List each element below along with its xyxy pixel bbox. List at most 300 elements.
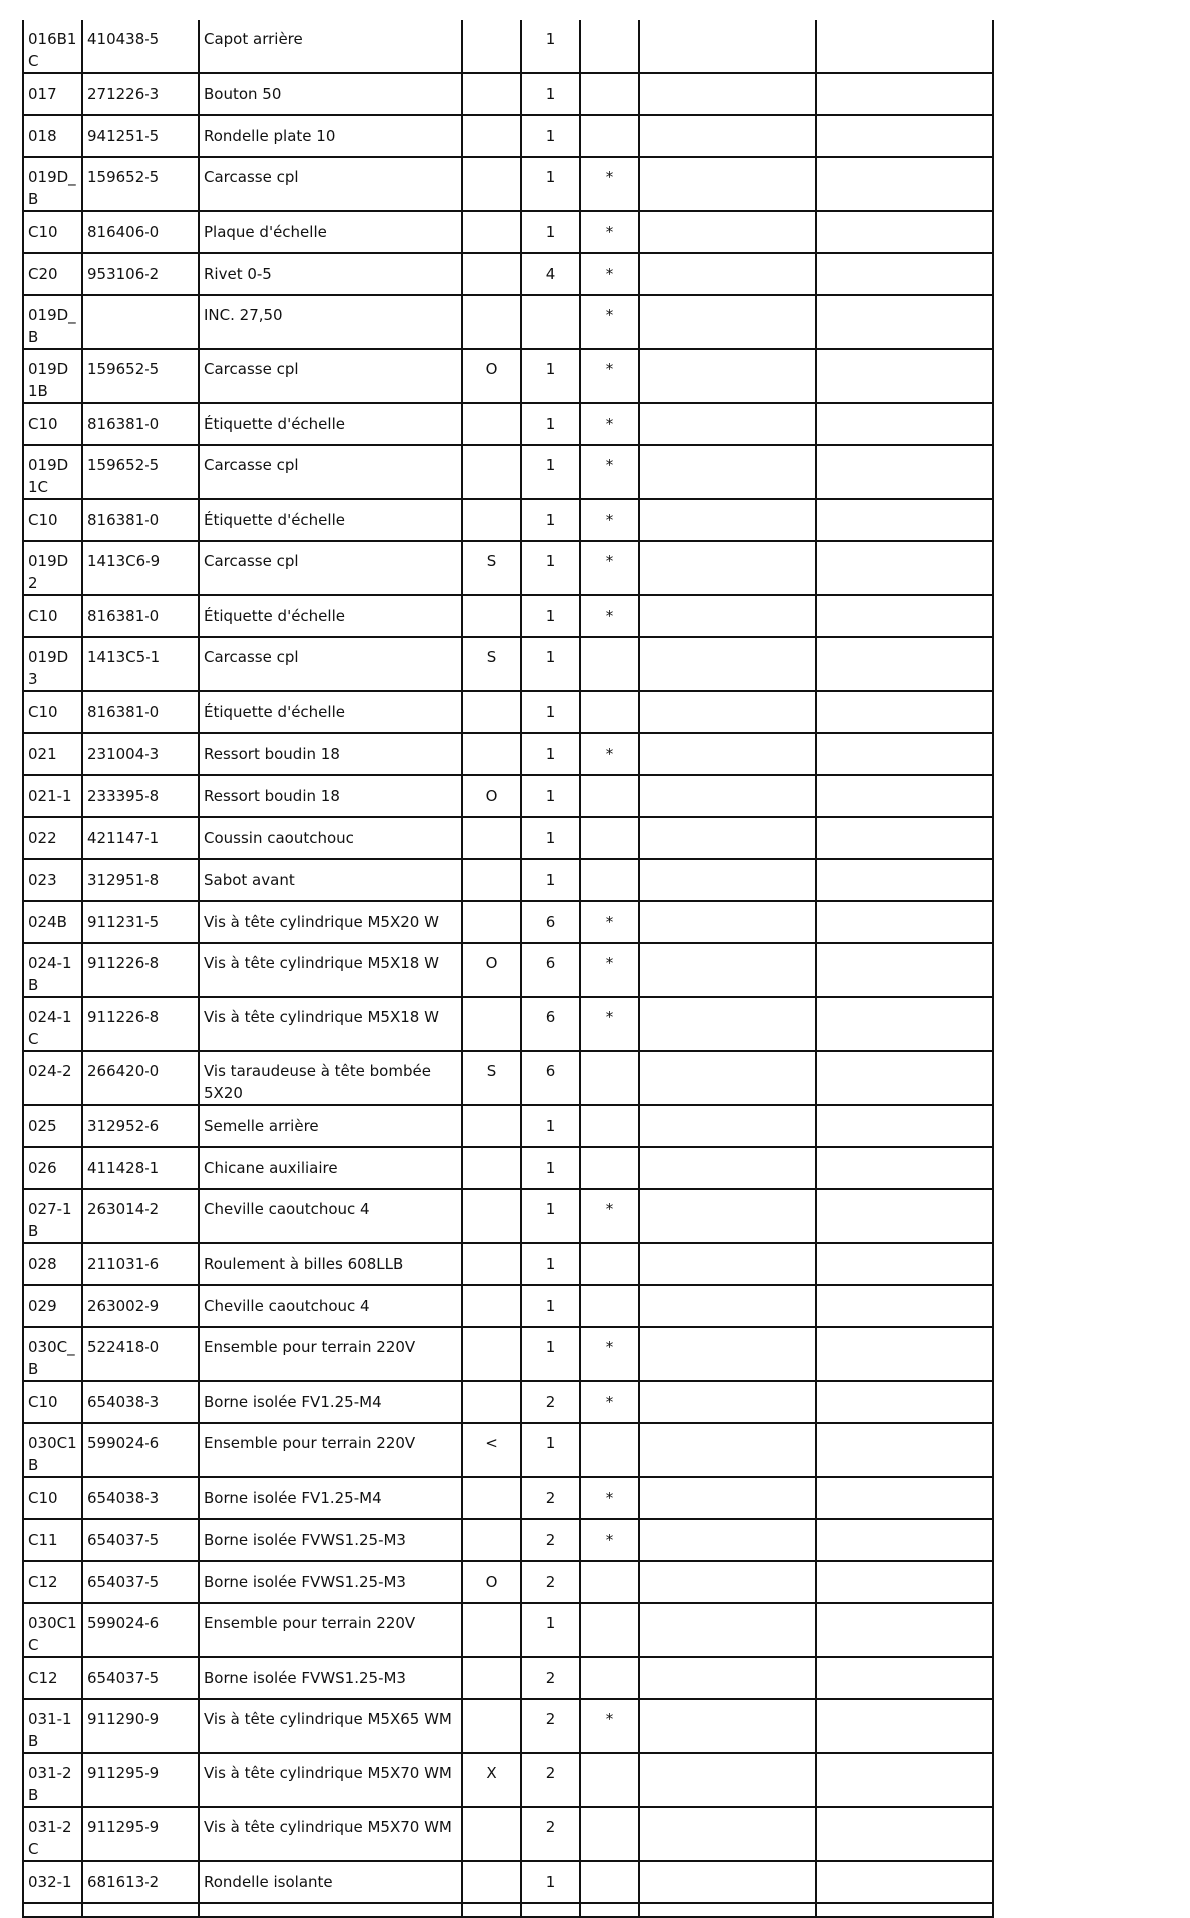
quantity-cell: 1: [521, 595, 580, 637]
mark-cell: *: [580, 1189, 639, 1243]
quantity-cell: 2: [521, 1477, 580, 1519]
item-number-cell: 024-2: [23, 1051, 82, 1105]
description-cell: Borne isolée FV1.25-M4: [199, 1477, 462, 1519]
flag-cell: O: [462, 775, 521, 817]
description-cell: Capot arrière: [199, 20, 462, 73]
description-cell: Vis à tête cylindrique M5X70 WM: [199, 1753, 462, 1807]
blank-cell: [639, 1753, 816, 1807]
mark-cell: [580, 637, 639, 691]
mark-cell: *: [580, 541, 639, 595]
blank-cell: [639, 1381, 816, 1423]
description-cell: Étiquette d'échelle: [199, 691, 462, 733]
table-row: [23, 1381, 993, 1423]
item-number-cell: 026: [23, 1147, 82, 1189]
blank-cell: [816, 1519, 993, 1561]
table-row: [23, 1051, 993, 1105]
part-code-cell: 1413C6-9: [82, 541, 199, 595]
flag-cell: [462, 1105, 521, 1147]
flag-cell: [462, 901, 521, 943]
blank-cell: [639, 901, 816, 943]
description-cell: Semelle arrière: [199, 1105, 462, 1147]
part-code-cell: 941251-5: [82, 115, 199, 157]
blank-cell: [639, 733, 816, 775]
description-cell: Borne isolée FVWS1.25-M3: [199, 1519, 462, 1561]
table-row: [23, 775, 993, 817]
table-row: [23, 859, 993, 901]
part-code-cell: 681613-2: [82, 1861, 199, 1903]
description-cell: Roulement à billes 608LLB: [199, 1243, 462, 1285]
blank-cell: [521, 1903, 580, 1917]
quantity-cell: 6: [521, 943, 580, 997]
mark-cell: *: [580, 595, 639, 637]
quantity-cell: 1: [521, 157, 580, 211]
mark-cell: *: [580, 733, 639, 775]
flag-cell: [462, 1189, 521, 1243]
blank-cell: [639, 1861, 816, 1903]
blank-cell: [639, 1243, 816, 1285]
blank-cell: [639, 115, 816, 157]
blank-cell: [639, 1561, 816, 1603]
table-row: [23, 817, 993, 859]
parts-list-page: [22, 20, 994, 1918]
blank-cell: [816, 1807, 993, 1861]
blank-cell: [639, 1105, 816, 1147]
flag-cell: [462, 1147, 521, 1189]
item-number-cell: C10: [23, 499, 82, 541]
flag-cell: X: [462, 1753, 521, 1807]
flag-cell: [462, 1519, 521, 1561]
quantity-cell: 1: [521, 115, 580, 157]
blank-cell: [816, 403, 993, 445]
part-code-cell: 159652-5: [82, 349, 199, 403]
mark-cell: [580, 1603, 639, 1657]
table-row: [23, 1147, 993, 1189]
mark-cell: *: [580, 211, 639, 253]
flag-cell: [462, 20, 521, 73]
description-cell: Cheville caoutchouc 4: [199, 1189, 462, 1243]
description-cell: Ressort boudin 18: [199, 775, 462, 817]
mark-cell: *: [580, 997, 639, 1051]
table-row: [23, 1243, 993, 1285]
mark-cell: [580, 1051, 639, 1105]
quantity-cell: [521, 295, 580, 349]
item-number-cell: C12: [23, 1561, 82, 1603]
blank-cell: [816, 1189, 993, 1243]
description-cell: Chicane auxiliaire: [199, 1147, 462, 1189]
mark-cell: [580, 859, 639, 901]
quantity-cell: 6: [521, 1051, 580, 1105]
blank-cell: [639, 541, 816, 595]
quantity-cell: 1: [521, 211, 580, 253]
part-code-cell: 263002-9: [82, 1285, 199, 1327]
mark-cell: *: [580, 499, 639, 541]
part-code-cell: 410438-5: [82, 20, 199, 73]
flag-cell: O: [462, 349, 521, 403]
blank-cell: [639, 943, 816, 997]
item-number-cell: 017: [23, 73, 82, 115]
flag-cell: [462, 499, 521, 541]
blank-cell: [816, 157, 993, 211]
flag-cell: [462, 1327, 521, 1381]
item-number-cell: C10: [23, 211, 82, 253]
item-number-cell: 031-2B: [23, 1753, 82, 1807]
blank-cell: [816, 1423, 993, 1477]
description-cell: Rivet 0-5: [199, 253, 462, 295]
quantity-cell: 2: [521, 1807, 580, 1861]
flag-cell: S: [462, 637, 521, 691]
blank-cell: [639, 1147, 816, 1189]
mark-cell: *: [580, 295, 639, 349]
blank-cell: [816, 1147, 993, 1189]
item-number-cell: 029: [23, 1285, 82, 1327]
mark-cell: [580, 1753, 639, 1807]
item-number-cell: 019D3: [23, 637, 82, 691]
table-row: [23, 1189, 993, 1243]
blank-cell: [816, 1477, 993, 1519]
flag-cell: <: [462, 1423, 521, 1477]
flag-cell: [462, 1381, 521, 1423]
table-row: [23, 1807, 993, 1861]
description-cell: Rondelle isolante: [199, 1861, 462, 1903]
item-number-cell: 030C_B: [23, 1327, 82, 1381]
blank-cell: [816, 1657, 993, 1699]
quantity-cell: 1: [521, 541, 580, 595]
blank-cell: [639, 1603, 816, 1657]
blank-cell: [639, 1423, 816, 1477]
quantity-cell: 1: [521, 403, 580, 445]
quantity-cell: 1: [521, 445, 580, 499]
table-row: [23, 349, 993, 403]
table-row: [23, 691, 993, 733]
table-row: [23, 1477, 993, 1519]
flag-cell: [462, 1657, 521, 1699]
blank-cell: [816, 211, 993, 253]
quantity-cell: 1: [521, 1603, 580, 1657]
flag-cell: [462, 403, 521, 445]
table-row: [23, 73, 993, 115]
flag-cell: O: [462, 943, 521, 997]
part-code-cell: 312951-8: [82, 859, 199, 901]
blank-cell: [816, 1753, 993, 1807]
table-row: [23, 1285, 993, 1327]
blank-cell: [816, 817, 993, 859]
mark-cell: [580, 1561, 639, 1603]
mark-cell: [580, 73, 639, 115]
blank-cell: [639, 445, 816, 499]
description-cell: Carcasse cpl: [199, 637, 462, 691]
blank-cell: [639, 20, 816, 73]
quantity-cell: 1: [521, 20, 580, 73]
flag-cell: [462, 1285, 521, 1327]
quantity-cell: 1: [521, 73, 580, 115]
quantity-cell: 1: [521, 1147, 580, 1189]
blank-cell: [580, 1903, 639, 1917]
quantity-cell: 1: [521, 637, 580, 691]
mark-cell: *: [580, 1477, 639, 1519]
quantity-cell: 2: [521, 1519, 580, 1561]
blank-cell: [816, 1903, 993, 1917]
item-number-cell: 030C1B: [23, 1423, 82, 1477]
part-code-cell: 263014-2: [82, 1189, 199, 1243]
flag-cell: [462, 859, 521, 901]
table-row: [23, 1561, 993, 1603]
blank-cell: [639, 157, 816, 211]
table-row: [23, 1861, 993, 1903]
mark-cell: *: [580, 1381, 639, 1423]
blank-cell: [816, 499, 993, 541]
mark-cell: [580, 817, 639, 859]
blank-cell: [816, 1327, 993, 1381]
description-cell: Plaque d'échelle: [199, 211, 462, 253]
description-cell: Coussin caoutchouc: [199, 817, 462, 859]
quantity-cell: 1: [521, 859, 580, 901]
table-row-continued: [23, 1903, 993, 1917]
table-row: [23, 499, 993, 541]
part-code-cell: 1413C5-1: [82, 637, 199, 691]
table-row: [23, 253, 993, 295]
description-cell: Étiquette d'échelle: [199, 403, 462, 445]
quantity-cell: 1: [521, 1423, 580, 1477]
item-number-cell: 022: [23, 817, 82, 859]
quantity-cell: 1: [521, 1861, 580, 1903]
quantity-cell: 2: [521, 1753, 580, 1807]
description-cell: Carcasse cpl: [199, 541, 462, 595]
part-code-cell: 654038-3: [82, 1477, 199, 1519]
table-row: [23, 295, 993, 349]
part-code-cell: 231004-3: [82, 733, 199, 775]
blank-cell: [639, 1699, 816, 1753]
part-code-cell: 911290-9: [82, 1699, 199, 1753]
description-cell: Vis à tête cylindrique M5X70 WM: [199, 1807, 462, 1861]
table-row: [23, 733, 993, 775]
mark-cell: [580, 1285, 639, 1327]
table-row: [23, 1423, 993, 1477]
blank-cell: [639, 295, 816, 349]
part-code-cell: 421147-1: [82, 817, 199, 859]
table-row: [23, 637, 993, 691]
mark-cell: [580, 1807, 639, 1861]
description-cell: Carcasse cpl: [199, 349, 462, 403]
table-row: [23, 445, 993, 499]
item-number-cell: 031-2C: [23, 1807, 82, 1861]
part-code-cell: 654037-5: [82, 1657, 199, 1699]
part-code-cell: 211031-6: [82, 1243, 199, 1285]
table-row: [23, 595, 993, 637]
blank-cell: [816, 295, 993, 349]
quantity-cell: 6: [521, 901, 580, 943]
table-row: [23, 997, 993, 1051]
blank-cell: [639, 637, 816, 691]
mark-cell: [580, 1423, 639, 1477]
blank-cell: [816, 115, 993, 157]
part-code-cell: 522418-0: [82, 1327, 199, 1381]
mark-cell: *: [580, 403, 639, 445]
part-code-cell: 816381-0: [82, 691, 199, 733]
parts-table: [22, 20, 994, 1918]
description-cell: Étiquette d'échelle: [199, 499, 462, 541]
blank-cell: [816, 1285, 993, 1327]
blank-cell: [639, 775, 816, 817]
mark-cell: *: [580, 901, 639, 943]
part-code-cell: 911295-9: [82, 1753, 199, 1807]
blank-cell: [816, 73, 993, 115]
blank-cell: [816, 691, 993, 733]
mark-cell: [580, 1147, 639, 1189]
item-number-cell: 027-1B: [23, 1189, 82, 1243]
blank-cell: [816, 943, 993, 997]
blank-cell: [816, 253, 993, 295]
quantity-cell: 2: [521, 1699, 580, 1753]
item-number-cell: C10: [23, 1477, 82, 1519]
blank-cell: [639, 1327, 816, 1381]
blank-cell: [82, 1903, 199, 1917]
quantity-cell: 1: [521, 733, 580, 775]
blank-cell: [639, 253, 816, 295]
description-cell: Ensemble pour terrain 220V: [199, 1327, 462, 1381]
item-number-cell: 019D2: [23, 541, 82, 595]
blank-cell: [639, 1189, 816, 1243]
blank-cell: [639, 73, 816, 115]
item-number-cell: C12: [23, 1657, 82, 1699]
item-number-cell: C10: [23, 595, 82, 637]
mark-cell: *: [580, 445, 639, 499]
item-number-cell: 024B: [23, 901, 82, 943]
flag-cell: S: [462, 1051, 521, 1105]
mark-cell: [580, 691, 639, 733]
part-code-cell: 654037-5: [82, 1519, 199, 1561]
table-row: [23, 211, 993, 253]
blank-cell: [816, 733, 993, 775]
item-number-cell: 030C1C: [23, 1603, 82, 1657]
item-number-cell: C11: [23, 1519, 82, 1561]
quantity-cell: 1: [521, 349, 580, 403]
table-row: [23, 1603, 993, 1657]
description-cell: Carcasse cpl: [199, 445, 462, 499]
part-code-cell: 911226-8: [82, 943, 199, 997]
part-code-cell: 599024-6: [82, 1423, 199, 1477]
mark-cell: [580, 1657, 639, 1699]
flag-cell: S: [462, 541, 521, 595]
flag-cell: [462, 115, 521, 157]
blank-cell: [816, 997, 993, 1051]
flag-cell: [462, 1699, 521, 1753]
part-code-cell: 816406-0: [82, 211, 199, 253]
part-code-cell: [82, 295, 199, 349]
description-cell: Bouton 50: [199, 73, 462, 115]
blank-cell: [816, 349, 993, 403]
blank-cell: [639, 1051, 816, 1105]
description-cell: Borne isolée FV1.25-M4: [199, 1381, 462, 1423]
item-number-cell: 019D_B: [23, 295, 82, 349]
blank-cell: [816, 1699, 993, 1753]
blank-cell: [639, 1807, 816, 1861]
blank-cell: [639, 1657, 816, 1699]
mark-cell: *: [580, 943, 639, 997]
table-row: [23, 1657, 993, 1699]
blank-cell: [816, 445, 993, 499]
flag-cell: [462, 445, 521, 499]
description-cell: Vis taraudeuse à tête bombée 5X20: [199, 1051, 462, 1105]
flag-cell: [462, 1477, 521, 1519]
table-row: [23, 541, 993, 595]
part-code-cell: 953106-2: [82, 253, 199, 295]
flag-cell: O: [462, 1561, 521, 1603]
table-row: [23, 1753, 993, 1807]
quantity-cell: 1: [521, 817, 580, 859]
flag-cell: [462, 817, 521, 859]
mark-cell: [580, 775, 639, 817]
blank-cell: [816, 595, 993, 637]
table-row: [23, 1699, 993, 1753]
item-number-cell: 025: [23, 1105, 82, 1147]
blank-cell: [816, 859, 993, 901]
blank-cell: [816, 1051, 993, 1105]
blank-cell: [639, 1903, 816, 1917]
item-number-cell: C10: [23, 691, 82, 733]
part-code-cell: 654038-3: [82, 1381, 199, 1423]
item-number-cell: 021-1: [23, 775, 82, 817]
quantity-cell: 4: [521, 253, 580, 295]
quantity-cell: 2: [521, 1381, 580, 1423]
blank-cell: [816, 901, 993, 943]
description-cell: Ensemble pour terrain 220V: [199, 1603, 462, 1657]
blank-cell: [639, 595, 816, 637]
mark-cell: [580, 1861, 639, 1903]
blank-cell: [639, 859, 816, 901]
blank-cell: [639, 691, 816, 733]
item-number-cell: 024-1C: [23, 997, 82, 1051]
part-code-cell: 159652-5: [82, 445, 199, 499]
blank-cell: [816, 20, 993, 73]
mark-cell: *: [580, 1327, 639, 1381]
part-code-cell: 816381-0: [82, 595, 199, 637]
flag-cell: [462, 295, 521, 349]
quantity-cell: 2: [521, 1561, 580, 1603]
table-row: [23, 1105, 993, 1147]
quantity-cell: 1: [521, 1327, 580, 1381]
blank-cell: [816, 1561, 993, 1603]
quantity-cell: 1: [521, 499, 580, 541]
part-code-cell: 816381-0: [82, 499, 199, 541]
quantity-cell: 2: [521, 1657, 580, 1699]
flag-cell: [462, 211, 521, 253]
description-cell: Vis à tête cylindrique M5X18 W: [199, 997, 462, 1051]
blank-cell: [23, 1903, 82, 1917]
item-number-cell: 021: [23, 733, 82, 775]
part-code-cell: 233395-8: [82, 775, 199, 817]
table-row: [23, 1519, 993, 1561]
flag-cell: [462, 997, 521, 1051]
description-cell: Vis à tête cylindrique M5X65 WM: [199, 1699, 462, 1753]
blank-cell: [816, 1243, 993, 1285]
item-number-cell: 019D_B: [23, 157, 82, 211]
item-number-cell: 028: [23, 1243, 82, 1285]
description-cell: Borne isolée FVWS1.25-M3: [199, 1561, 462, 1603]
quantity-cell: 1: [521, 775, 580, 817]
blank-cell: [816, 1105, 993, 1147]
mark-cell: [580, 20, 639, 73]
description-cell: Sabot avant: [199, 859, 462, 901]
item-number-cell: C20: [23, 253, 82, 295]
flag-cell: [462, 1861, 521, 1903]
mark-cell: [580, 1105, 639, 1147]
flag-cell: [462, 1807, 521, 1861]
item-number-cell: 019D1C: [23, 445, 82, 499]
description-cell: Ressort boudin 18: [199, 733, 462, 775]
part-code-cell: 654037-5: [82, 1561, 199, 1603]
blank-cell: [816, 775, 993, 817]
blank-cell: [816, 1381, 993, 1423]
